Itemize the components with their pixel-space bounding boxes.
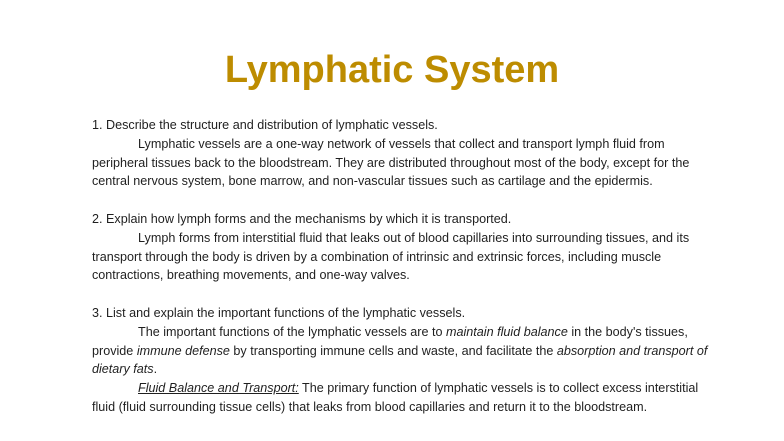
answer-1: Lymphatic vessels are a one-way network of vessels that collect and transport lymph fluid from peripheral tissues back to the bloodstream. They are distributed throughout most of the body, except for the central nervous system, bone marrow, and non-vascular tissues such as cartilage and the epidermis. [92, 136, 690, 189]
question-1: 1. Describe the structure and distribution of lymphatic vessels. [92, 118, 438, 132]
subheading-fluid-balance: Fluid Balance and Transport: [138, 381, 299, 396]
page-title: Lymphatic System [224, 49, 560, 91]
paragraph-gap [92, 285, 712, 304]
answer-2: Lymph forms from interstitial fluid that leaks out of blood capillaries into surrounding tissues, and its transport through the body is driven by a combination of intrinsic and extrinsic forces, including muscle contractions, breathing movements, and one-way valves. [92, 230, 690, 283]
answer-3-text: by transporting immune cells and waste, and facilitate the [229, 343, 557, 358]
document-body [92, 116, 712, 417]
paragraph-gap [92, 191, 712, 210]
answer-3-text: The important functions of the lymphatic vessels are to [138, 324, 446, 339]
question-2: 2. Explain how lymph forms and the mechanisms by which it is transported. [92, 211, 512, 226]
question-3: 3. List and explain the important functions of the lymphatic vessels. [92, 305, 466, 320]
emphasis-dietary-fats: absorption and transport of dietary fats [92, 343, 708, 377]
subsection-text: The primary function of lymphatic vessels is to collect excess interstitial fluid (fluid surrounding tissue cells) that leaks from blood capillaries and return it to the bloodstream. [92, 381, 699, 414]
emphasis-immune-defense: immune defense [136, 343, 230, 358]
section-3 [92, 304, 712, 417]
answer-3 [92, 323, 712, 379]
subsection-fluid-balance [92, 379, 712, 417]
answer-3-text: in the body's tissues, provide [92, 324, 688, 358]
answer-3-text: . [153, 362, 158, 377]
section-2 [92, 210, 712, 285]
section-1 [92, 116, 712, 191]
emphasis-fluid-balance: maintain fluid balance [446, 324, 568, 339]
